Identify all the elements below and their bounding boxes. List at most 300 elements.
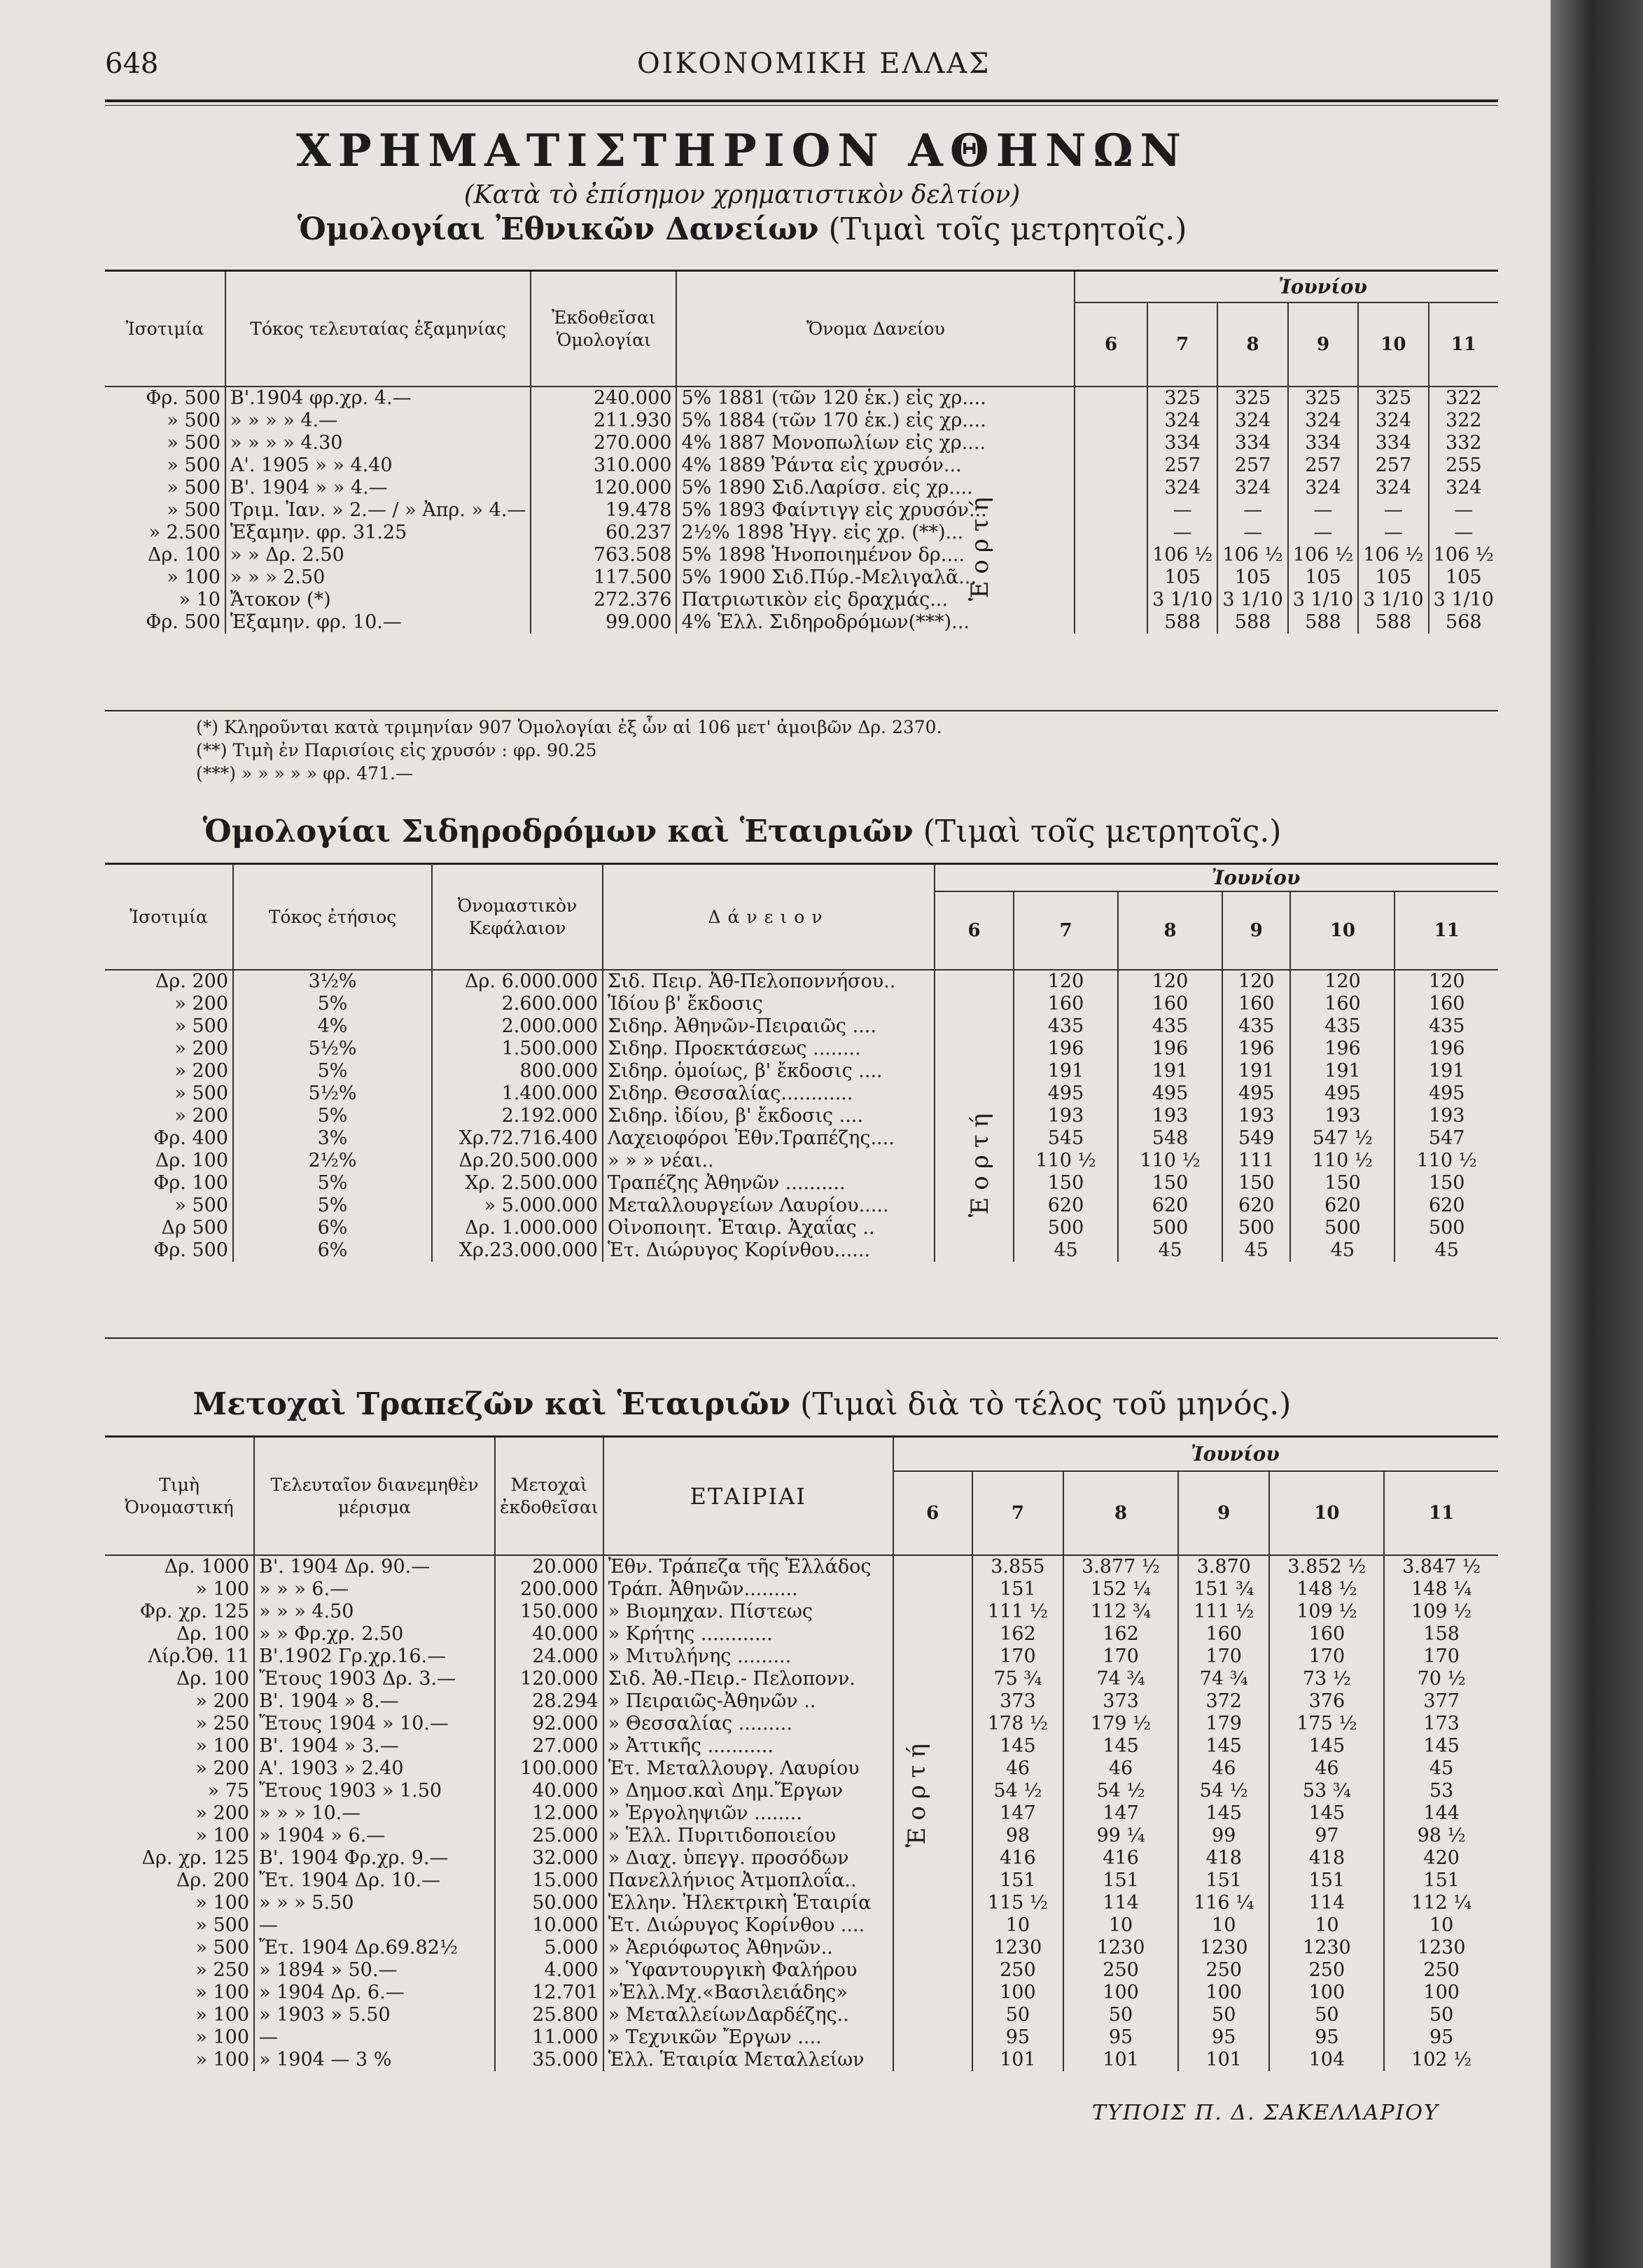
price-cell: 257 (1147, 454, 1217, 477)
isotimia-cell: » 200 (174, 1105, 228, 1127)
price-cell: 620 (1394, 1195, 1498, 1217)
isotimia-cell: » 10 (179, 589, 221, 611)
company-name-cell: » Τεχνικῶν Ἔργων .... (603, 2026, 893, 2049)
price-cell: 110 ½ (1290, 1150, 1394, 1172)
book-spine (1551, 0, 1643, 2268)
day-header: 10 (1269, 1471, 1384, 1555)
price-cell: 500 (1394, 1217, 1498, 1239)
price-cell: 377 (1384, 1690, 1498, 1713)
price-cell: 120 (1118, 970, 1222, 993)
tokos-cell: 3% (233, 1127, 432, 1150)
company-name-cell: » Θεσσαλίας ......... (603, 1713, 893, 1735)
price-cell: 100 (972, 1982, 1063, 2004)
holiday-cell (1075, 566, 1147, 589)
kefalaion-cell: Δρ. 1.000.000 (432, 1217, 603, 1239)
price-cell: 1230 (1063, 1937, 1178, 1959)
section-1-title: Ὁμολογίαι Ἐθνικῶν Δανείων (297, 211, 819, 247)
price-cell: 1230 (1269, 1937, 1384, 1959)
tokos-cell: 5½% (233, 1038, 432, 1060)
price-cell: 620 (1118, 1195, 1222, 1217)
holiday-cell (1075, 544, 1147, 566)
loan-name-cell: 5% 1898 Ἡνοποιημένον δρ.... (676, 544, 1075, 566)
price-cell: 120 (1222, 970, 1290, 993)
table-row (105, 1601, 1498, 1623)
price-cell: 152 ¼ (1063, 1578, 1178, 1601)
price-cell: 150 (1014, 1172, 1118, 1195)
month-header: Ἰουνίου (1211, 865, 1301, 889)
footnote: (**) Τιμὴ ἐν Παρισίοις εἰς χρυσόν : φρ. 90.25 (196, 740, 597, 760)
price-cell: — (1217, 522, 1287, 544)
table-row (105, 1060, 1498, 1083)
price-cell: 147 (1063, 1802, 1178, 1825)
merisma-cell: » » Φρ.χρ. 2.50 (254, 1623, 495, 1646)
tokos-cell: 6% (233, 1217, 432, 1239)
price-cell: 372 (1178, 1690, 1269, 1713)
price-cell: 150 (1394, 1172, 1498, 1195)
table-1 (105, 272, 1498, 634)
header-rule (105, 99, 1498, 102)
table-row (105, 970, 1498, 993)
holiday-label: Ἑορτή (903, 1737, 931, 1848)
price-cell: 548 (1118, 1127, 1222, 1150)
price-cell: 151 ¾ (1178, 1578, 1269, 1601)
price-cell: 250 (972, 1959, 1063, 1982)
price-cell: 151 (1063, 1870, 1178, 1892)
price-cell: 324 (1429, 477, 1498, 499)
price-cell: 160 (1014, 993, 1118, 1015)
price-cell: 148 ½ (1269, 1578, 1384, 1601)
col-merisma: Τελευταῖον διανεμηθὲν μέρισμα (254, 1438, 495, 1555)
timi-cell: » 250 (195, 1713, 249, 1734)
isotimia-cell: Δρ. 100 (147, 544, 221, 566)
price-cell: 250 (1063, 1959, 1178, 1982)
price-cell: 193 (1290, 1105, 1394, 1127)
table-row (105, 1105, 1498, 1127)
holiday-cell (935, 970, 1014, 993)
timi-cell: » 100 (195, 2004, 249, 2026)
isotimia-cell: Δρ 500 (161, 1217, 228, 1239)
footnote: (*) Κληροῦνται κατὰ τριμηνίαν 907 Ὁμολογίαι ἐξ ὧν αἱ 106 μετ' ἀμοιβῶν Δρ. 2370. (196, 717, 942, 737)
price-cell: 495 (1290, 1083, 1394, 1105)
merisma-cell: » » » 5.50 (254, 1892, 495, 1914)
price-cell: 54 ½ (972, 1780, 1063, 1802)
metohai-cell: 120.000 (495, 1668, 603, 1690)
holiday-cell (1075, 477, 1147, 499)
ekdotheisai-cell: 211.930 (531, 410, 676, 432)
loan-name-cell: 4% 1889 Ῥάντα εἰς χρυσόν... (676, 454, 1075, 477)
timi-cell: » 100 (195, 2026, 249, 2048)
price-cell: 170 (1063, 1646, 1178, 1668)
price-cell: 50 (972, 2004, 1063, 2026)
metohai-cell: 35.000 (495, 2049, 603, 2071)
col-etairiai: ΕΤΑΙΡΙΑΙ (603, 1438, 893, 1555)
price-cell: 588 (1147, 611, 1217, 634)
col-tokos: Τόκος τελευταίας ἑξαμηνίας (225, 272, 531, 387)
tokos-cell: » » Δρ. 2.50 (225, 544, 531, 566)
price-cell: 588 (1288, 611, 1358, 634)
price-cell: 620 (1222, 1195, 1290, 1217)
merisma-cell: » 1904 Δρ. 6.— (254, 1982, 495, 2004)
price-cell: 46 (972, 1758, 1063, 1780)
table-row (105, 1038, 1498, 1060)
table-row (105, 1150, 1498, 1172)
table-row (105, 1239, 1498, 1262)
table-row (105, 522, 1498, 544)
holiday-cell (1075, 432, 1147, 454)
metohai-cell: 15.000 (495, 1870, 603, 1892)
loan-name-cell: Σιδηρ. ὁμοίως, β' ἔκδοσις .... (603, 1060, 935, 1083)
holiday-cell (893, 1713, 972, 1735)
table-row (105, 1690, 1498, 1713)
isotimia-cell: » 500 (167, 499, 221, 521)
price-cell: 53 ¾ (1269, 1780, 1384, 1802)
price-cell: 98 (972, 1825, 1063, 1847)
day-header: 11 (1429, 302, 1498, 387)
loan-name-cell: 5% 1884 (τῶν 170 ἑκ.) εἰς χρ.... (676, 410, 1075, 432)
loan-name-cell: Πατριωτικὸν εἰς δραχμάς... (676, 589, 1075, 611)
price-cell: 104 (1269, 2049, 1384, 2071)
table-row (105, 1758, 1498, 1780)
table-row (105, 1127, 1498, 1150)
price-cell: 145 (972, 1735, 1063, 1758)
price-cell: 1230 (1384, 1937, 1498, 1959)
loan-name-cell: » » » νέαι.. (603, 1150, 935, 1172)
holiday-cell (893, 1555, 972, 1578)
footnotes (196, 716, 942, 785)
loan-name-cell: Σιδηρ. Θεσσαλίας............ (603, 1083, 935, 1105)
price-cell: 106 ½ (1217, 544, 1287, 566)
tokos-cell: Α'. 1905 » » 4.40 (225, 454, 531, 477)
tokos-cell: 4% (233, 1015, 432, 1038)
price-cell: 250 (1269, 1959, 1384, 1982)
main-title: ΧΡΗΜΑΤΙΣΤΗΡΙΟΝ ΑΘΗΝΩΝ (295, 125, 1189, 177)
price-cell: 547 ½ (1290, 1127, 1394, 1150)
price-cell: 435 (1118, 1015, 1222, 1038)
col-onoma: Ὄνομα Δανείου (676, 272, 1075, 387)
table-1-body (105, 387, 1498, 634)
kefalaion-cell: 2.000.000 (432, 1015, 603, 1038)
tokos-cell: 2½% (233, 1150, 432, 1172)
merisma-cell: Β'. 1904 » 8.— (254, 1690, 495, 1713)
timi-cell: » 200 (195, 1802, 249, 1824)
price-cell: 3 1/10 (1288, 589, 1358, 611)
company-name-cell: Πανελλήνιος Ἀτμοπλοΐα.. (603, 1870, 893, 1892)
price-cell: 74 ¾ (1178, 1668, 1269, 1690)
metohai-cell: 25.800 (495, 2004, 603, 2026)
metohai-cell: 5.000 (495, 1937, 603, 1959)
merisma-cell: Α'. 1903 » 2.40 (254, 1758, 495, 1780)
merisma-cell: Β'. 1904 » 3.— (254, 1735, 495, 1758)
price-cell: — (1358, 522, 1428, 544)
isotimia-cell: » 200 (174, 1038, 228, 1059)
kefalaion-cell: Δρ. 6.000.000 (432, 970, 603, 993)
loan-name-cell: 5% 1890 Σιδ.Λαρίσσ. εἰς χρ.... (676, 477, 1075, 499)
price-cell: — (1288, 522, 1358, 544)
timi-cell: Δρ. 100 (176, 1668, 249, 1690)
company-name-cell: » Διαχ. ὑπεγγ. προσόδων (603, 1847, 893, 1870)
table-row (105, 1870, 1498, 1892)
holiday-cell (893, 1601, 972, 1623)
price-cell: 588 (1217, 611, 1287, 634)
table-row (105, 1847, 1498, 1870)
price-cell: 568 (1429, 611, 1498, 634)
merisma-cell: » 1903 » 5.50 (254, 2004, 495, 2026)
price-cell: 147 (972, 1802, 1063, 1825)
holiday-cell (893, 1623, 972, 1646)
price-cell: 376 (1269, 1690, 1384, 1713)
price-cell: 95 (972, 2026, 1063, 2049)
table-row (105, 1802, 1498, 1825)
price-cell: 170 (1269, 1646, 1384, 1668)
holiday-cell (893, 1914, 972, 1937)
loan-name-cell: 5% 1893 Φαίντιγγ εἰς χρυσόν... (676, 499, 1075, 522)
price-cell: 110 ½ (1014, 1150, 1118, 1172)
price-cell: — (1429, 522, 1498, 544)
price-cell: 70 ½ (1384, 1668, 1498, 1690)
loan-name-cell: Ἰδίου β' ἔκδοσις (603, 993, 935, 1015)
price-cell: 160 (1222, 993, 1290, 1015)
metohai-cell: 12.701 (495, 1982, 603, 2004)
table-row (105, 477, 1498, 499)
table-row (105, 1937, 1498, 1959)
day-header: 9 (1178, 1471, 1269, 1555)
price-cell: 95 (1178, 2026, 1269, 2049)
price-cell: 151 (1178, 1870, 1269, 1892)
price-cell: 495 (1118, 1083, 1222, 1105)
price-cell: 45 (1384, 1758, 1498, 1780)
section-2-heading (0, 814, 1484, 849)
kefalaion-cell: 2.600.000 (432, 993, 603, 1015)
price-cell: 110 ½ (1394, 1150, 1498, 1172)
price-cell: — (1358, 499, 1428, 522)
kefalaion-cell: 2.192.000 (432, 1105, 603, 1127)
tokos-cell: Ἑξαμην. φρ. 31.25 (225, 522, 531, 544)
day-header: 11 (1394, 891, 1498, 970)
price-cell: 334 (1217, 432, 1287, 454)
merisma-cell: » » » 4.50 (254, 1601, 495, 1623)
merisma-cell: Β'. 1904 Φρ.χρ. 9.— (254, 1847, 495, 1870)
isotimia-cell: » 500 (174, 1015, 228, 1037)
price-cell: 193 (1222, 1105, 1290, 1127)
month-header: Ἰουνίου (1278, 274, 1367, 298)
company-name-cell: » Ἀεριόφωτος Ἀθηνῶν.. (603, 1937, 893, 1959)
merisma-cell: Ἔτους 1904 » 10.— (254, 1713, 495, 1735)
timi-cell: » 500 (195, 1914, 249, 1936)
merisma-cell: Ἔτους 1903 » 1.50 (254, 1780, 495, 1802)
price-cell: 150 (1118, 1172, 1222, 1195)
price-cell: 435 (1394, 1015, 1498, 1038)
price-cell: — (1288, 499, 1358, 522)
holiday-cell (893, 1646, 972, 1668)
price-cell: 50 (1269, 2004, 1384, 2026)
price-cell: 73 ½ (1269, 1668, 1384, 1690)
isotimia-cell: Φρ. 500 (146, 611, 221, 633)
table-row (105, 1713, 1498, 1735)
price-cell: 100 (1063, 1982, 1178, 2004)
price-cell: 102 ½ (1384, 2049, 1498, 2071)
price-cell: — (1147, 522, 1217, 544)
price-cell: 150 (1222, 1172, 1290, 1195)
price-cell: 324 (1288, 477, 1358, 499)
price-cell: 160 (1118, 993, 1222, 1015)
holiday-cell (1075, 499, 1147, 522)
price-cell: 500 (1118, 1217, 1222, 1239)
price-cell: 145 (1178, 1802, 1269, 1825)
price-cell: 334 (1358, 432, 1428, 454)
loan-name-cell: 5% 1881 (τῶν 120 ἑκ.) εἰς χρ.... (676, 387, 1075, 410)
price-cell: 120 (1014, 970, 1118, 993)
footnote: (***) » » » » » φρ. 471.— (196, 763, 413, 784)
ekdotheisai-cell: 117.500 (531, 566, 676, 589)
merisma-cell: Ἔτους 1903 Δρ. 3.— (254, 1668, 495, 1690)
price-cell: 373 (972, 1690, 1063, 1713)
tokos-cell: 3½% (233, 970, 432, 993)
price-cell: 54 ½ (1063, 1780, 1178, 1802)
price-cell: 324 (1217, 410, 1287, 432)
day-header: 6 (1075, 302, 1147, 387)
col-isotimia: Ἰσοτιμία (125, 318, 204, 339)
price-cell: 150 (1290, 1172, 1394, 1195)
price-cell: 547 (1394, 1127, 1498, 1150)
price-cell: 255 (1429, 454, 1498, 477)
table-row (105, 993, 1498, 1015)
price-cell: 10 (972, 1914, 1063, 1937)
price-cell: 45 (1222, 1239, 1290, 1262)
price-cell: 3 1/10 (1147, 589, 1217, 611)
metohai-cell: 150.000 (495, 1601, 603, 1623)
price-cell: 1230 (1178, 1937, 1269, 1959)
printer-imprint: ΤΥΠΟΙΣ Π. Δ. ΣΑΚΕΛΛΑΡΙΟΥ (1092, 2101, 1439, 2125)
price-cell: 324 (1358, 477, 1428, 499)
table-row (105, 566, 1498, 589)
table-row (105, 2026, 1498, 2049)
price-cell: 50 (1063, 2004, 1178, 2026)
metohai-cell: 32.000 (495, 1847, 603, 1870)
price-cell: 324 (1147, 410, 1217, 432)
price-cell: 325 (1217, 387, 1287, 410)
tokos-cell: 5½% (233, 1083, 432, 1105)
loan-name-cell: Σιδηρ. Ἀθηνῶν-Πειραιῶς .... (603, 1015, 935, 1038)
price-cell: 95 (1269, 2026, 1384, 2049)
table-row (105, 1780, 1498, 1802)
price-cell: 3 1/10 (1429, 589, 1498, 611)
day-header: 8 (1118, 891, 1222, 970)
metohai-cell: 100.000 (495, 1758, 603, 1780)
loan-name-cell: Σιδηρ. Προεκτάσεως ........ (603, 1038, 935, 1060)
table-row (105, 432, 1498, 454)
price-cell: 151 (972, 1870, 1063, 1892)
merisma-cell: » » » 6.— (254, 1578, 495, 1601)
ekdotheisai-cell: 60.237 (531, 522, 676, 544)
company-name-cell: Τράπ. Ἀθηνῶν......... (603, 1578, 893, 1601)
price-cell: 334 (1288, 432, 1358, 454)
price-cell: 324 (1358, 410, 1428, 432)
table-row (105, 1914, 1498, 1937)
price-cell: 196 (1118, 1038, 1222, 1060)
merisma-cell: Ἔτ. 1904 Δρ.69.82½ (254, 1937, 495, 1959)
price-cell: 53 (1384, 1780, 1498, 1802)
loan-name-cell: Οἰνοποιητ. Ἑταιρ. Ἀχαΐας .. (603, 1217, 935, 1239)
tokos-cell: 5% (233, 1172, 432, 1195)
price-cell: 620 (1290, 1195, 1394, 1217)
holiday-cell (893, 2004, 972, 2026)
price-cell: 3.877 ½ (1063, 1555, 1178, 1578)
price-cell: 105 (1217, 566, 1287, 589)
price-cell: 500 (1014, 1217, 1118, 1239)
table-row (105, 1959, 1498, 1982)
price-cell: 148 ¼ (1384, 1578, 1498, 1601)
loan-name-cell: Σιδ. Πειρ. Ἀθ-Πελοποννήσου.. (603, 970, 935, 993)
kefalaion-cell: Δρ.20.500.000 (432, 1150, 603, 1172)
price-cell: 495 (1394, 1083, 1498, 1105)
price-cell: 324 (1288, 410, 1358, 432)
price-cell: 196 (1222, 1038, 1290, 1060)
price-cell: 105 (1358, 566, 1428, 589)
isotimia-cell: » 500 (174, 1195, 228, 1216)
price-cell: 160 (1394, 993, 1498, 1015)
price-cell: 45 (1118, 1239, 1222, 1262)
ekdotheisai-cell: 120.000 (531, 477, 676, 499)
price-cell: — (1147, 499, 1217, 522)
tokos-cell: 5% (233, 1105, 432, 1127)
price-cell: 325 (1288, 387, 1358, 410)
company-name-cell: » Δημοσ.καὶ Δημ.Ἔργων (603, 1780, 893, 1802)
price-cell: 173 (1384, 1713, 1498, 1735)
price-cell: 175 ½ (1269, 1713, 1384, 1735)
price-cell: 500 (1290, 1217, 1394, 1239)
kefalaion-cell: Χρ.23.000.000 (432, 1239, 603, 1262)
price-cell: 109 ½ (1384, 1601, 1498, 1623)
ekdotheisai-cell: 240.000 (531, 387, 676, 410)
price-cell: 145 (1384, 1735, 1498, 1758)
price-cell: 46 (1178, 1758, 1269, 1780)
price-cell: 191 (1394, 1060, 1498, 1083)
timi-cell: » 75 (207, 1780, 249, 1802)
price-cell: 106 ½ (1429, 544, 1498, 566)
section-1-note: (Τιμαὶ τοῖς μετρητοῖς.) (828, 211, 1187, 247)
isotimia-cell: » 500 (174, 1083, 228, 1104)
price-cell: 145 (1063, 1735, 1178, 1758)
price-cell: 193 (1118, 1105, 1222, 1127)
table-row (105, 387, 1498, 410)
tokos-cell: Ἄτοκον (*) (225, 589, 531, 611)
day-header: 8 (1063, 1471, 1178, 1555)
isotimia-cell: Δρ. 100 (155, 1150, 228, 1171)
day-header: 6 (893, 1471, 972, 1555)
loan-name-cell: 2½% 1898 Ἠγγ. εἰς χρ. (**)... (676, 522, 1075, 544)
timi-cell: » 500 (195, 1937, 249, 1959)
holiday-cell (935, 1015, 1014, 1038)
price-cell: 97 (1269, 1825, 1384, 1847)
section-1-bottom-rule (105, 710, 1498, 711)
metohai-cell: 50.000 (495, 1892, 603, 1914)
loan-name-cell: 4% 1887 Μονοπωλίων εἰς χρ.... (676, 432, 1075, 454)
company-name-cell: » Ἐργοληψιῶν ........ (603, 1802, 893, 1825)
price-cell: 416 (1063, 1847, 1178, 1870)
timi-cell: » 100 (195, 1735, 249, 1757)
timi-cell: » 200 (195, 1758, 249, 1779)
tokos-cell: Β'. 1904 » » 4.— (225, 477, 531, 499)
tokos-cell: 5% (233, 993, 432, 1015)
tokos-cell: 6% (233, 1239, 432, 1262)
kefalaion-cell: 1.400.000 (432, 1083, 603, 1105)
holiday-cell (1075, 387, 1147, 410)
price-cell: 162 (1063, 1623, 1178, 1646)
price-cell: 101 (972, 2049, 1063, 2071)
day-header: 10 (1358, 302, 1428, 387)
price-cell: 54 ½ (1178, 1780, 1269, 1802)
table-row (105, 1217, 1498, 1239)
